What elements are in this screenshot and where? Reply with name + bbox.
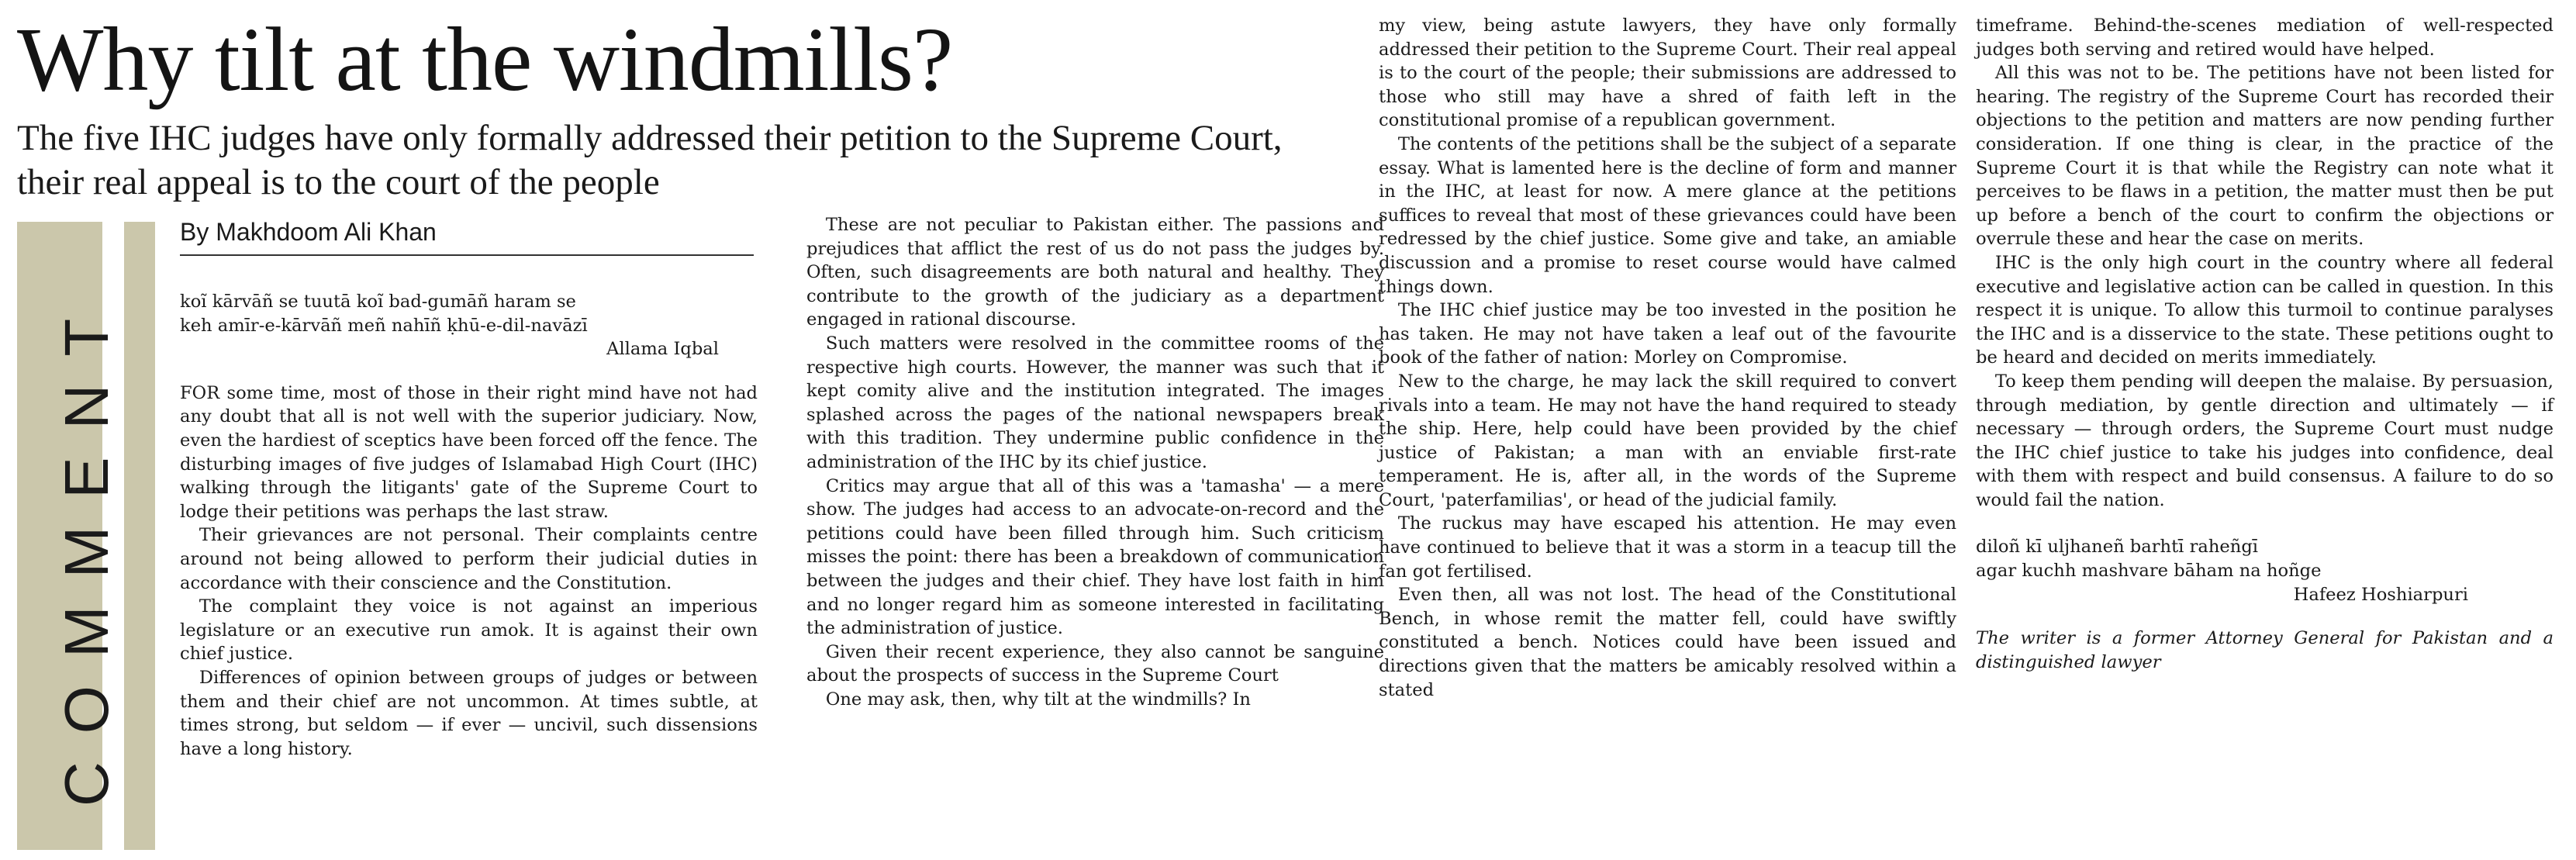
paragraph: The contents of the petitions shall be the subject of a separate essay. What is lamented here is the decline of form and manner in the IHC, at least for now. A mere glance at the petitions suffices to reveal that most of these grievances could have been redressed by the chief justice. Some give and take, an amiable discussion and a promise to reset course would have calmed things down.: [1379, 133, 1956, 297]
paragraph: All this was not to be. The petitions have not been listed for hearing. The registry of the Supreme Court has recorded their objections to the petition and matters are now pending further consideration. If one thing is clear, in the practice of the Supreme Court it is that while the Registry can note what it perceives to be flaws in a petition, the matter must then be put up before a bench of the court to confirm the objections or overrule these and hear the case on merits.: [1976, 63, 2554, 250]
author-note: The writer is a former Attorney General for Pakistan and a distinguished lawyer: [1976, 628, 2554, 672]
paragraph: Critics may argue that all of this was a 'tamasha' — a mere show. The judges had access to an advocate-on-record and the petitions could have been filled through him. Such criticism misses the point: there has been a breakdown of communication between the judges and their chief. They have lost faith in him and no longer regard him as someone interested in facilitating the administration of justice.: [806, 475, 1384, 639]
paragraph: To keep them pending will deepen the malaise. By persuasion, through mediation, by gentle direction and ultimately — if necessary — through orders, the Supreme Court must nudge the IHC chief justice to take his judges into confidence, deal with them with respect and build consensus. A failure to do so would fail the nation.: [1976, 371, 2554, 510]
verse-line-1: diloñ kī uljhaneñ barhtī raheñgī: [1976, 537, 2259, 558]
column-3: [1379, 14, 1956, 702]
byline: By Makhdoom Ali Khan: [180, 216, 754, 256]
verse-line-2: keh amīr-e-kārvāñ meñ nahīñ ḳhū-e-dil-navāzī: [180, 315, 588, 336]
opening-verse: [180, 290, 758, 361]
paragraph: timeframe. Behind-the-scenes mediation of well-respected judges both serving and retired would have helped.: [1976, 16, 2554, 60]
headline: Why tilt at the windmills?: [17, 9, 953, 110]
verse-attribution: Hafeez Hoshiarpuri: [2293, 584, 2468, 605]
paragraph: One may ask, then, why tilt at the windmills? In: [825, 689, 1251, 710]
paragraph: New to the charge, he may lack the skill required to convert rivals into a team. He may not have the hand required to steady the ship. Here, help could have been provided by the chief justice of Pakistan; a man with an enviable first-rate temperament. He is, after all, in the words of the Supreme Court, 'paterfamilias', or head of the judicial family.: [1379, 371, 1956, 510]
verse-line-1: koĩ kārvāñ se tuutā koĩ bad-gumāñ haram se: [180, 292, 576, 312]
column-2: [806, 213, 1384, 711]
deck: The five IHC judges have only formally addressed their petition to the Supreme Court, their real appeal is to the court of the people: [17, 118, 1283, 202]
paragraph: The complaint they voice is not against an imperious legislature or an executive run amok. It is against their own chief justice.: [180, 596, 758, 665]
paragraph: Such matters were resolved in the committee rooms of the respective high courts. However, the manner was such that it kept comity alive and the institution integrated. The images splashed across the pages of the national newspapers break with this tradition. They undermine public confidence in the administration of the IHC by its chief justice.: [806, 333, 1384, 472]
column-1: [180, 290, 758, 761]
verse-attribution: Allama Iqbal: [606, 339, 719, 360]
paragraph: Given their recent experience, they also cannot be sanguine about the prospects of success in the Supreme Court: [806, 641, 1384, 686]
paragraph: Their grievances are not personal. Their complaints centre around not being allowed to perform their judicial duties in accordance with their conscience and the Constitution.: [180, 525, 758, 593]
paragraph: The ruckus may have escaped his attention. He may even have continued to believe that it was a storm in a teacup till the fan got fertilised.: [1379, 513, 1956, 582]
paragraph: IHC is the only high court in the country where all federal executive and legislative action can be called in question. In this respect it is unique. To allow this turmoil to continue paralyses the IHC and is a disservice to the state. These petitions ought to be heard and decided on merits immediately.: [1976, 252, 2554, 368]
closing-verse: [1976, 535, 2554, 606]
paragraph: The IHC chief justice may be too invested in the position he has taken. He may not have taken a leaf out of the favourite book of the father of nation: Morley on Compromise.: [1379, 300, 1956, 368]
paragraph: my view, being astute lawyers, they have only formally addressed their petition to the Supreme Court. Their real appeal is to the court of the people; their submissions are addressed to those who still may have a shred of faith left in the constitutional promise of a republican government.: [1379, 16, 1956, 131]
paragraph: Differences of opinion between groups of judges or between them and their chief are not uncommon. At times subtle, at times strong, but seldom — if ever — uncivil, such dissensions have a long history.: [180, 667, 758, 759]
paragraph: These are not peculiar to Pakistan either. The passions and prejudices that afflict the rest of us do not pass the judges by. Often, such disagreements are both natural and healthy. They contribute to the growth of the judiciary as a department engaged in rational discourse.: [806, 215, 1384, 330]
decorative-bar: [124, 222, 155, 850]
paragraph: FOR some time, most of those in their right mind have not had any doubt that all is not well with the superior judiciary. Now, even the hardiest of sceptics have been forced off the fence. The disturbing images of five judges of Islamabad High Court (IHC) walking through the litigants' gate of the Supreme Court to lodge their petitions was perhaps the last straw.: [180, 382, 758, 522]
verse-line-2: agar kuchh mashvare bāham na hoñge: [1976, 561, 2322, 582]
column-4: [1976, 14, 2554, 674]
section-label: COMMENT: [52, 290, 121, 806]
paragraph: Even then, all was not lost. The head of the Constitutional Bench, in whose remit the matter fell, could have swiftly constituted a bench. Notices could have been issued and directions given that the matters be amicably resolved within a stated: [1379, 585, 1956, 700]
